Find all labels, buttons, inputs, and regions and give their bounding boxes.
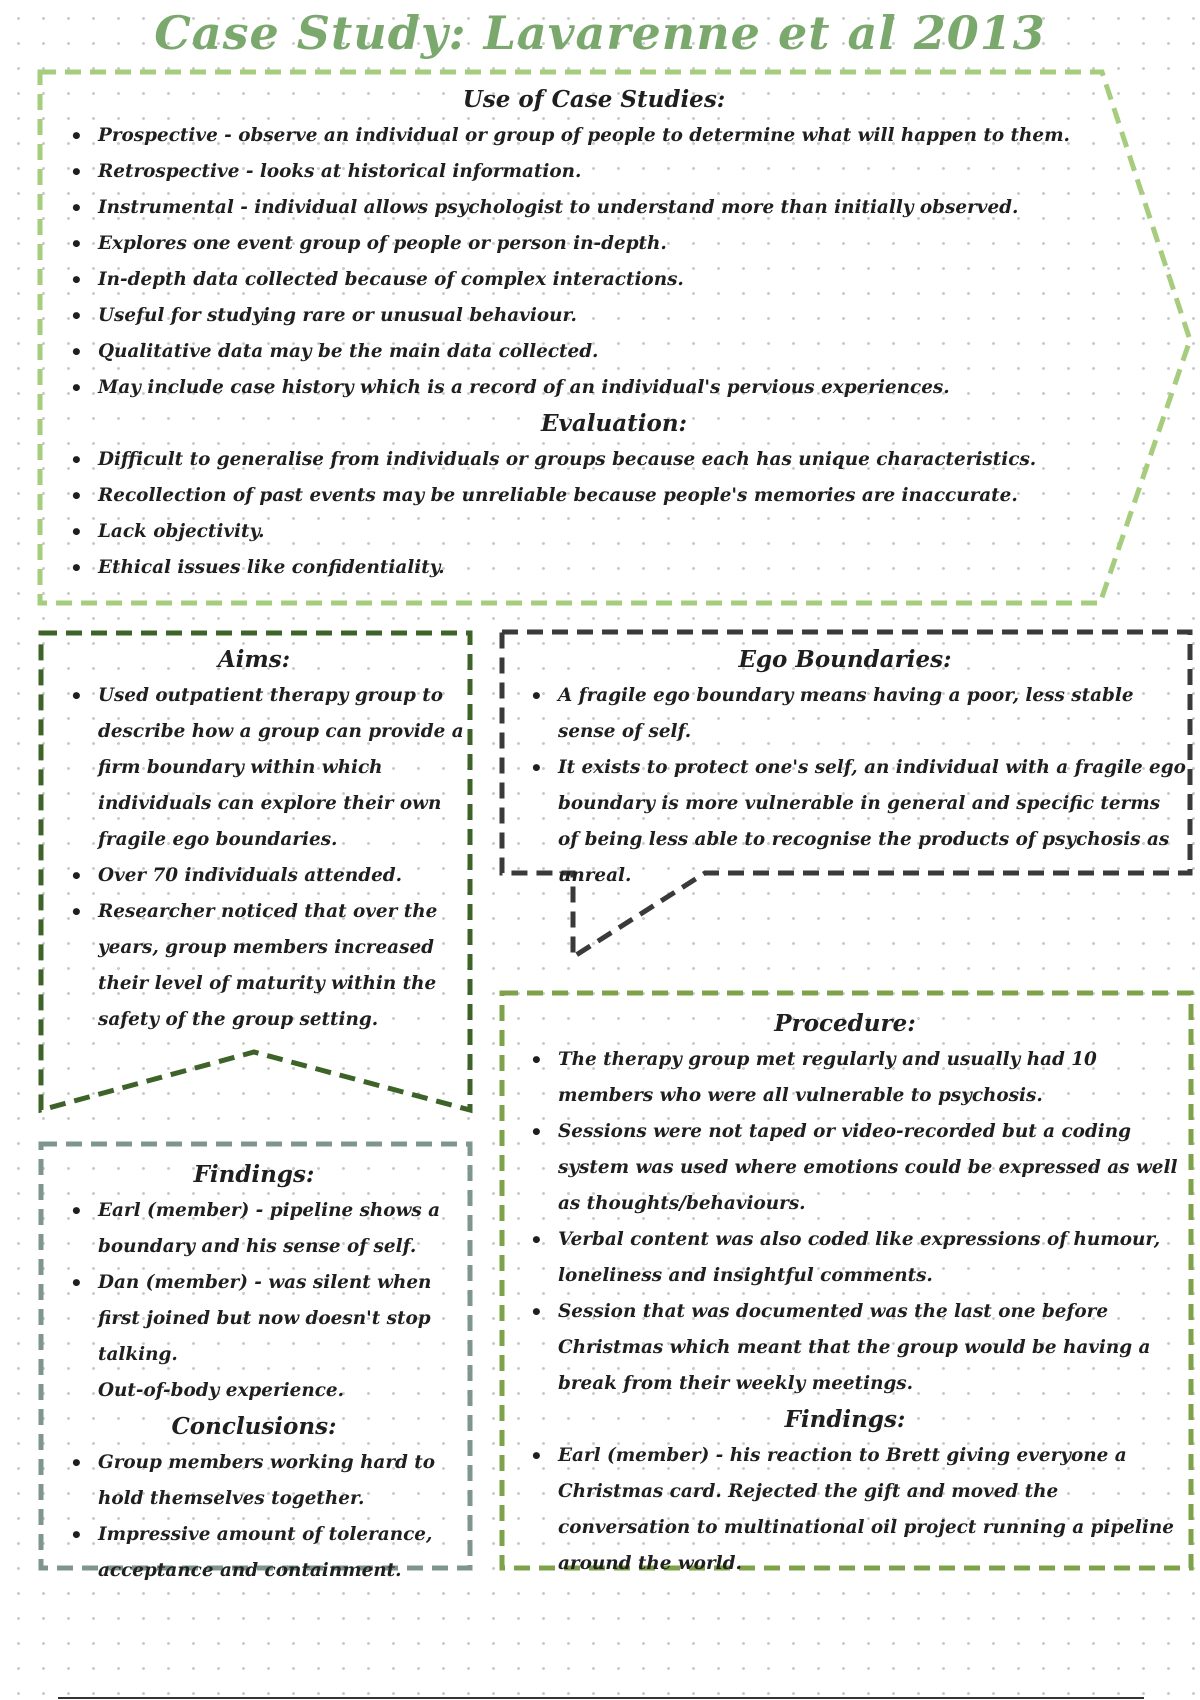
- list-item: • Sessions were not taped or video-recorded but a coding system was used where emotions could be expressed as well as thoughts/behaviours.: [558, 1114, 1186, 1222]
- list-item: • The therapy group met regularly and usually had 10 members who were all vulnerable to psychosis.: [558, 1042, 1186, 1114]
- evaluation-heading: Evaluation:: [540, 410, 688, 437]
- list-item: • Useful for studying rare or unusual behaviour.: [98, 298, 1144, 334]
- procedure-findings-heading: Findings:: [784, 1406, 906, 1433]
- findings-left-extra: Out-of-body experience.: [98, 1380, 345, 1401]
- list-item: • Instrumental - individual allows psychologist to understand more than initially observed.: [98, 190, 1144, 226]
- ego-boundaries-heading: Ego Boundaries:: [738, 646, 952, 673]
- conclusions-heading: Conclusions:: [171, 1413, 337, 1440]
- list-item: • Prospective - observe an individual or group of people to determine what will happen to them.: [98, 118, 1144, 154]
- findings-left-section: [44, 1157, 464, 1589]
- findings-left-heading: Findings:: [193, 1161, 315, 1188]
- ego-boundaries-section: [504, 642, 1186, 894]
- list-item: • Dan (member) - was silent when first joined but now doesn't stop talking.: [98, 1265, 464, 1373]
- list-item: • Difficult to generalise from individuals or groups because each has unique characteristics.: [98, 442, 1144, 478]
- list-item: • Impressive amount of tolerance, acceptance and containment.: [98, 1517, 464, 1589]
- list-item: • Retrospective - looks at historical information.: [98, 154, 1144, 190]
- list-item: • A fragile ego boundary means having a poor, less stable sense of self.: [558, 678, 1186, 750]
- list-item: • In-depth data collected because of complex interactions.: [98, 262, 1144, 298]
- procedure-heading: Procedure:: [774, 1010, 916, 1037]
- list-item: • Used outpatient therapy group to describe how a group can provide a firm boundary within which individuals can explore their own fragile ego boundaries.: [98, 678, 464, 858]
- list-item: • Verbal content was also coded like expressions of humour, loneliness and insightful comments.: [558, 1222, 1186, 1294]
- list-item: • It exists to protect one's self, an individual with a fragile ego boundary is more vulnerable in general and specific terms of being less able to recognise the products of psychosis as unreal.: [558, 750, 1186, 894]
- list-item: • May include case history which is a record of an individual's pervious experiences.: [98, 370, 1144, 406]
- aims-section: [44, 642, 464, 1038]
- use-of-case-studies-list: [44, 118, 1144, 406]
- list-item: • Researcher noticed that over the years, group members increased their level of maturity within the safety of the group setting.: [98, 894, 464, 1038]
- conclusions-list: [44, 1445, 464, 1589]
- procedure-section: [504, 1006, 1186, 1582]
- list-item: • Session that was documented was the last one before Christmas which meant that the group would be having a break from their weekly meetings.: [558, 1294, 1186, 1402]
- use-of-case-studies-heading: Use of Case Studies:: [462, 86, 726, 113]
- ego-boundaries-list: [504, 678, 1186, 894]
- list-item: • Qualitative data may be the main data collected.: [98, 334, 1144, 370]
- aims-list: [44, 678, 464, 1038]
- procedure-findings-list: [504, 1438, 1186, 1582]
- list-item: • Explores one event group of people or person in-depth.: [98, 226, 1144, 262]
- list-item: • Group members working hard to hold themselves together.: [98, 1445, 464, 1517]
- list-item: • Over 70 individuals attended.: [98, 858, 464, 894]
- list-item: • Recollection of past events may be unreliable because people's memories are inaccurate.: [98, 478, 1144, 514]
- findings-left-list: [44, 1193, 464, 1373]
- use-of-case-studies-section: [44, 82, 1144, 586]
- page-title: Case Study: Lavarenne et al 2013: [154, 6, 1046, 60]
- procedure-list: [504, 1042, 1186, 1402]
- evaluation-list: [44, 442, 1144, 586]
- list-item: • Earl (member) - his reaction to Brett giving everyone a Christmas card. Rejected the gift and moved the conversation to multinational oil project running a pipeline around the world.: [558, 1438, 1186, 1582]
- list-item: • Lack objectivity.: [98, 514, 1144, 550]
- aims-heading: Aims:: [217, 646, 291, 673]
- list-item: • Earl (member) - pipeline shows a boundary and his sense of self.: [98, 1193, 464, 1265]
- bottom-rule: [58, 1697, 1144, 1699]
- list-item: • Ethical issues like confidentiality.: [98, 550, 1144, 586]
